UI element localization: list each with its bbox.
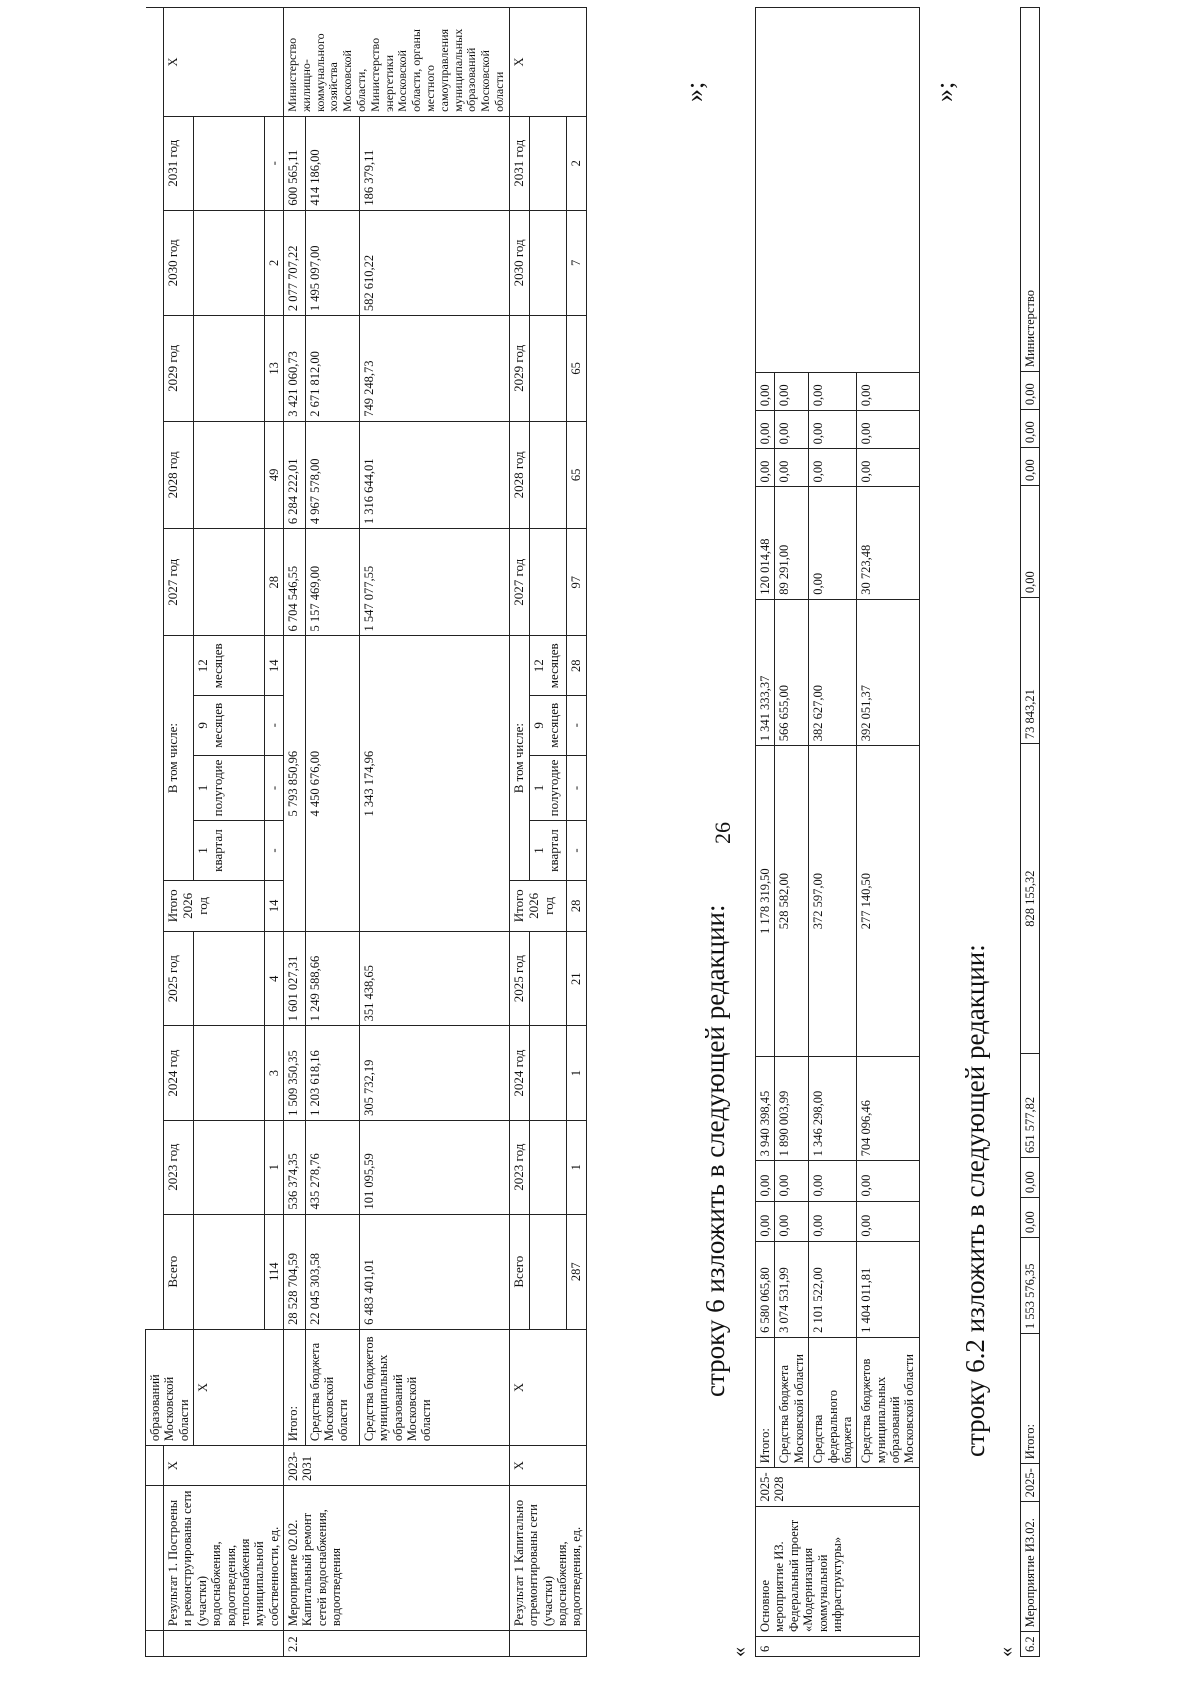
line6-src: Средства бюджета Московской области	[775, 1337, 809, 1467]
hdr-2030: 2030 год	[509, 210, 530, 316]
line6-val: 3 940 398,45	[756, 1057, 775, 1161]
r1-val: 14	[264, 636, 283, 696]
hdr-2025: 2025 год	[509, 931, 530, 1025]
m-src1-val: 2 671 812,00	[305, 316, 359, 422]
m-src1-val: 435 278,76	[305, 1120, 359, 1214]
line62-val: 1 553 576,35	[1021, 1238, 1040, 1334]
result-1-x2: X	[194, 1329, 284, 1445]
r1-val: 14	[264, 880, 283, 931]
m-src1-val: 1 495 097,00	[305, 210, 359, 316]
line62-val: 73 843,21	[1021, 598, 1040, 744]
m-src2-val: 305 732,19	[359, 1026, 509, 1120]
hdr-2024: 2024 год	[164, 1026, 194, 1120]
r1-val: 1	[264, 1120, 283, 1214]
line6-val: 0,00	[756, 373, 775, 411]
line6-val: 0,00	[775, 373, 809, 411]
m-itogo-val: 600 565,11	[284, 116, 306, 210]
m-src2-val: 1 547 077,55	[359, 529, 509, 636]
line6-val: 6 580 065,80	[756, 1241, 775, 1337]
line6-val: 566 655,00	[775, 599, 809, 745]
hdr-h1: 1 полугодие	[194, 755, 265, 821]
measure-name: Мероприятие 02.02. Капитальный ремонт сетей водоснабжения, водоотведения	[284, 1486, 510, 1631]
r1-val: 49	[264, 421, 283, 528]
result-2-name: Результат 1 Капитально отремонтированы сети (участки) водоснабжения, водоотведения, ед.	[509, 1486, 586, 1631]
measure-num: 2.2	[284, 1631, 510, 1657]
line6-val: 30 723,48	[857, 487, 920, 599]
line6-src: Средства федерального бюджета	[809, 1337, 857, 1467]
m-itogo-val: 3 421 060,73	[284, 316, 306, 422]
line6-val: 0,00	[857, 1201, 920, 1241]
hdr-2023: 2023 год	[164, 1120, 194, 1214]
hdr-q1: 1 квартал	[194, 821, 265, 880]
hdr-m12: 12 месяцев	[194, 636, 265, 696]
line6-val: 0,00	[809, 1201, 857, 1241]
line62-val: 0,00	[1021, 1198, 1040, 1238]
hdr-2027: 2027 год	[509, 529, 530, 636]
m-src1-val: 4 450 676,00	[305, 636, 359, 931]
r2-val: 65	[566, 421, 586, 528]
result-1-x: X	[164, 1446, 284, 1486]
line6-val: 1 341 333,37	[756, 599, 775, 745]
m-src2-val: 351 438,65	[359, 931, 509, 1025]
result-2-resp-x: X	[509, 8, 586, 117]
hdr-2028: 2028 год	[509, 421, 530, 528]
r2-val: 28	[566, 636, 586, 696]
hdr-2027: 2027 год	[164, 529, 194, 636]
line62-responsible: Министерство	[1021, 8, 1040, 372]
r2-val: 65	[566, 316, 586, 422]
line62-val: 0,00	[1021, 448, 1040, 486]
measure-src2: Средства бюджетов муниципальных образований Московской области	[359, 1329, 509, 1445]
cont-cell: образований Московской области	[146, 1329, 194, 1445]
line6-years: 2025-2028	[756, 1468, 920, 1506]
r1-val: 4	[264, 931, 283, 1025]
r2-val: -	[566, 696, 586, 756]
line6-src: Средства бюджетов муниципальных образований Московской области	[857, 1337, 920, 1467]
line6-val: 0,00	[857, 449, 920, 487]
hdr-2031: 2031 год	[164, 116, 194, 210]
m-src2-val: 101 095,59	[359, 1120, 509, 1214]
hdr-total: Всего	[509, 1214, 530, 1329]
line6-val: 0,00	[857, 1161, 920, 1201]
hdr-h1: 1 полугодие	[530, 755, 566, 821]
r1-val: -	[264, 696, 283, 756]
measure-src1: Средства бюджета Московской области	[305, 1329, 359, 1445]
r1-val: 28	[264, 529, 283, 636]
hdr-m9: 9 месяцев	[194, 696, 265, 756]
line6-val: 0,00	[775, 411, 809, 449]
hdr-v-tom-chisle: В том числе:	[509, 636, 530, 880]
line6-name: Основное мероприятие ИЗ. Федеральный проект «Модернизация коммунальной инфраструктуры»	[756, 1506, 920, 1636]
m-itogo-val: 6 284 222,01	[284, 421, 306, 528]
line62-val: 828 155,32	[1021, 744, 1040, 1054]
hdr-itogo-2026: Итого 2026 год	[509, 880, 566, 931]
line6-val: 89 291,00	[775, 487, 809, 599]
close-quote-2: »;	[930, 81, 959, 102]
m-src2-val: 6 483 401,01	[359, 1214, 509, 1329]
r2-val: 97	[566, 529, 586, 636]
line6-val: 0,00	[756, 1161, 775, 1201]
m-src2-val: 1 343 174,96	[359, 636, 509, 931]
measure-responsible: Министерство жилищно-коммунального хозяйства Московской области, Министерство энергетики Московской области, органы местного самоуправления муниципальных образований Московской области	[284, 8, 510, 117]
m-src1-val: 1 249 588,66	[305, 931, 359, 1025]
result-1-resp-x: X	[164, 8, 284, 117]
m-itogo-val: 2 077 707,22	[284, 210, 306, 316]
m-src2-val: 582 610,22	[359, 210, 509, 316]
r2-val: 2	[566, 116, 586, 210]
r1-val: 3	[264, 1026, 283, 1120]
r2-val: 1	[566, 1120, 586, 1214]
r1-val: -	[264, 116, 283, 210]
r1-val: -	[264, 821, 283, 880]
hdr-m12: 12 месяцев	[530, 636, 566, 696]
close-quote-1: »;	[680, 81, 709, 102]
measure-years: 2023-2031	[284, 1446, 510, 1486]
line6-val: 1 178 319,50	[756, 746, 775, 1057]
r2-val: -	[566, 821, 586, 880]
line6-val: 3 074 531,99	[775, 1241, 809, 1337]
line6-val: 528 582,00	[775, 746, 809, 1057]
m-itogo-val: 1 509 350,35	[284, 1026, 306, 1120]
line6-val: 0,00	[809, 1161, 857, 1201]
line62-src: Итого:	[1021, 1334, 1040, 1464]
m-itogo-val: 28 528 704,59	[284, 1214, 306, 1329]
line6-val: 392 051,37	[857, 599, 920, 745]
line62-name: Мероприятие ИЗ.02.	[1021, 1502, 1040, 1632]
hdr-2030: 2030 год	[164, 210, 194, 316]
r1-val: 114	[264, 1214, 283, 1329]
r2-val: 287	[566, 1214, 586, 1329]
line6-val: 0,00	[809, 411, 857, 449]
m-src2-val: 186 379,11	[359, 116, 509, 210]
hdr-2025: 2025 год	[164, 931, 194, 1025]
line62-val: 0,00	[1021, 1158, 1040, 1198]
open-quote-1: «	[728, 1647, 750, 1657]
hdr-v-tom-chisle: В том числе:	[164, 636, 194, 880]
line6-val: 1 890 003,99	[775, 1057, 809, 1161]
r2-val: 1	[566, 1026, 586, 1120]
line6-num: 6	[756, 1636, 920, 1656]
line6-val: 0,00	[857, 411, 920, 449]
hdr-2028: 2028 год	[164, 421, 194, 528]
line6-val: 277 140,50	[857, 746, 920, 1057]
line6-val: 0,00	[809, 373, 857, 411]
m-src1-val: 4 967 578,00	[305, 421, 359, 528]
hdr-total: Всего	[164, 1214, 194, 1329]
m-src1-val: 414 186,00	[305, 116, 359, 210]
r2-val: 7	[566, 210, 586, 316]
result-2-x: X	[509, 1446, 586, 1486]
hdr-2023: 2023 год	[509, 1120, 530, 1214]
line6-val: 382 627,00	[809, 599, 857, 745]
line6-val: 0,00	[756, 1201, 775, 1241]
line6-val: 1 404 011,81	[857, 1241, 920, 1337]
m-itogo-val: 536 374,35	[284, 1120, 306, 1214]
line6-val: 120 014,48	[756, 487, 775, 599]
line6-val: 0,00	[756, 411, 775, 449]
r1-val: -	[264, 755, 283, 821]
hdr-2031: 2031 год	[509, 116, 530, 210]
line6-val: 372 597,00	[809, 746, 857, 1057]
result-1-name: Результат 1. Построены и реконструированы сети (участки) водоснабжения, водоотведения, теплоснабжения муниципальной собственности, ед.	[164, 1486, 284, 1631]
line62-num: 6.2	[1021, 1632, 1040, 1657]
m-itogo-val: 5 793 850,96	[284, 636, 306, 931]
line62-val: 0,00	[1021, 486, 1040, 598]
measure-itogo: Итого:	[284, 1329, 306, 1445]
m-itogo-val: 6 704 546,55	[284, 529, 306, 636]
m-itogo-val: 1 601 027,31	[284, 931, 306, 1025]
line6-val: 704 096,46	[857, 1057, 920, 1161]
line6-val: 0,00	[775, 1161, 809, 1201]
r2-val: 28	[566, 880, 586, 931]
line62-years: 2025-	[1021, 1464, 1040, 1502]
page-number: 26	[710, 822, 735, 844]
hdr-q1: 1 квартал	[530, 821, 566, 880]
line6-val: 0,00	[809, 449, 857, 487]
table-continuation	[145, 7, 587, 1657]
line62-val: 0,00	[1021, 410, 1040, 448]
line62-val: 0,00	[1021, 372, 1040, 410]
hdr-m9: 9 месяцев	[530, 696, 566, 756]
line6-val: 0,00	[756, 449, 775, 487]
m-src1-val: 1 203 618,16	[305, 1026, 359, 1120]
r1-val: 13	[264, 316, 283, 422]
line62-val: 651 577,82	[1021, 1054, 1040, 1158]
line6-val: 2 101 522,00	[809, 1241, 857, 1337]
r2-val: 21	[566, 931, 586, 1025]
line6-val: 0,00	[775, 1201, 809, 1241]
hdr-itogo-2026: Итого 2026 год	[164, 880, 265, 931]
line6-src: Итого:	[756, 1337, 775, 1467]
result-2-x2: X	[509, 1329, 586, 1445]
caption-line-6-2: строку 6.2 изложить в следующей редакции:	[960, 944, 990, 1457]
m-src1-val: 22 045 303,58	[305, 1214, 359, 1329]
line6-val: 0,00	[775, 449, 809, 487]
m-src2-val: 1 316 644,01	[359, 421, 509, 528]
r2-val: -	[566, 755, 586, 821]
m-src1-val: 5 157 469,00	[305, 529, 359, 636]
caption-line-6: строку 6 изложить в следующей редакции:	[700, 904, 730, 1397]
table-line-6-2	[1020, 7, 1040, 1657]
line6-val: 0,00	[857, 373, 920, 411]
m-src2-val: 749 248,73	[359, 316, 509, 422]
line6-val: 0,00	[809, 487, 857, 599]
r1-val: 2	[264, 210, 283, 316]
line6-val: 1 346 298,00	[809, 1057, 857, 1161]
table-line-6	[755, 7, 920, 1657]
hdr-2029: 2029 год	[164, 316, 194, 422]
hdr-2024: 2024 год	[509, 1026, 530, 1120]
hdr-2029: 2029 год	[509, 316, 530, 422]
open-quote-2: «	[995, 1647, 1017, 1657]
